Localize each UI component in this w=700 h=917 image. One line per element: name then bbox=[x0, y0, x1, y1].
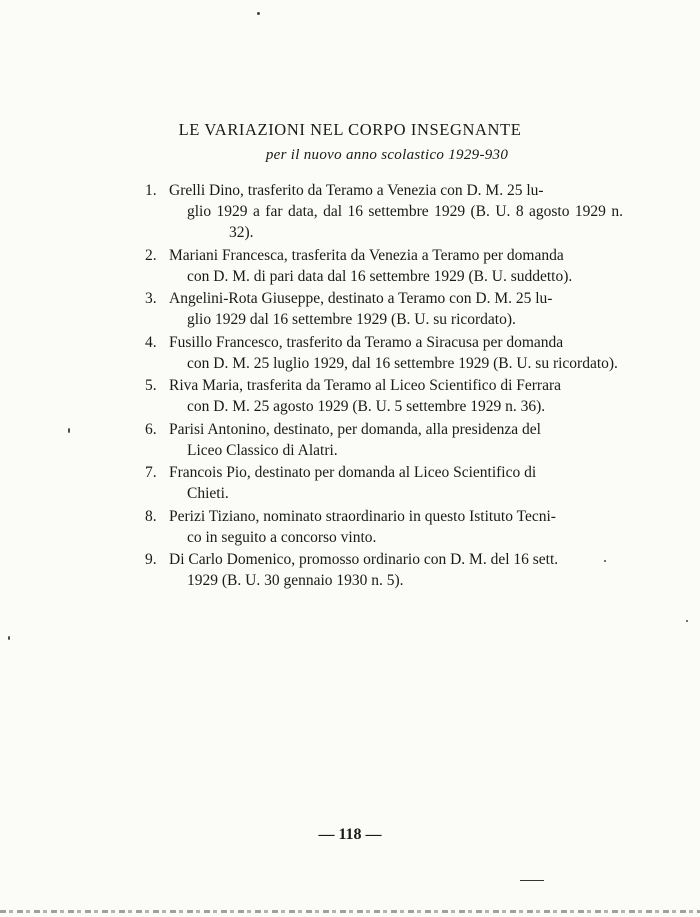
item-first-line: Mariani Francesca, trasferita da Venezia a Teramo per domanda bbox=[169, 246, 564, 264]
item-first-line: Parisi Antonino, destinato, per domanda, alla presidenza del bbox=[169, 420, 541, 438]
item-number: 2. bbox=[145, 246, 157, 264]
item-continuation: con D. M. di pari data dal 16 settembre 1929 (B. U. suddetto). bbox=[187, 267, 573, 285]
item-continuation: glio 1929 a far data, dal 16 settembre 1929 (B. U. 8 agosto 1929 n. 32). bbox=[187, 203, 623, 241]
list-item bbox=[145, 288, 623, 330]
list-item bbox=[145, 462, 623, 504]
scan-speck bbox=[68, 428, 70, 433]
scan-speck bbox=[686, 620, 688, 622]
item-continuation: glio 1929 dal 16 settembre 1929 (B. U. su ricordato). bbox=[187, 311, 516, 328]
scan-speck bbox=[257, 12, 260, 15]
item-number: 4. bbox=[145, 333, 157, 351]
list-item bbox=[145, 332, 623, 374]
item-number: 6. bbox=[145, 420, 157, 438]
item-first-line: Angelini-Rota Giuseppe, destinato a Teramo con D. M. 25 lu- bbox=[169, 290, 553, 307]
list-item bbox=[145, 506, 623, 548]
page-subtitle: per il nuovo anno scolastico 1929-930 bbox=[265, 147, 509, 163]
page-title: LE VARIAZIONI NEL CORPO INSEGNANTE bbox=[178, 120, 522, 139]
list-item bbox=[145, 245, 623, 287]
item-first-line: Perizi Tiziano, nominato straordinario in questo Istituto Tecni- bbox=[169, 507, 556, 525]
item-number: 1. bbox=[145, 182, 157, 199]
item-continuation: Liceo Classico di Alatri. bbox=[187, 441, 338, 459]
item-first-line: Francois Pio, destinato per domanda al Liceo Scientifico di bbox=[169, 464, 537, 481]
page-number: — 118 — bbox=[318, 826, 382, 843]
scan-edge-artifact bbox=[0, 910, 700, 913]
list-item bbox=[145, 180, 623, 243]
list-item bbox=[145, 549, 623, 591]
item-continuation: con D. M. 25 agosto 1929 (B. U. 5 settembre 1929 n. 36). bbox=[187, 398, 546, 415]
item-continuation: co in seguito a concorso vinto. bbox=[187, 528, 377, 546]
item-first-line: Grelli Dino, trasferito da Teramo a Venezia con D. M. 25 lu- bbox=[169, 182, 544, 199]
item-continuation: 1929 (B. U. 30 gennaio 1930 n. 5). bbox=[187, 572, 404, 589]
scan-speck bbox=[604, 560, 606, 562]
list-item bbox=[145, 419, 623, 461]
item-first-line: Riva Maria, trasferita da Teramo al Liceo Scientifico di Ferrara bbox=[169, 377, 561, 394]
variations-list bbox=[145, 180, 623, 593]
item-first-line: Fusillo Francesco, trasferito da Teramo a Siracusa per domanda bbox=[169, 333, 564, 351]
item-continuation: con D. M. 25 luglio 1929, dal 16 settembre 1929 (B. U. su ricordato). bbox=[187, 354, 618, 372]
footer-rule bbox=[520, 880, 544, 881]
item-number: 5. bbox=[145, 377, 157, 394]
scan-speck bbox=[8, 636, 10, 640]
item-number: 7. bbox=[145, 464, 157, 481]
item-first-line: Di Carlo Domenico, promosso ordinario con D. M. del 16 sett. bbox=[169, 551, 559, 568]
item-number: 9. bbox=[145, 551, 157, 568]
item-number: 3. bbox=[145, 290, 157, 307]
item-number: 8. bbox=[145, 507, 157, 525]
item-continuation: Chieti. bbox=[187, 485, 229, 502]
list-item bbox=[145, 375, 623, 417]
